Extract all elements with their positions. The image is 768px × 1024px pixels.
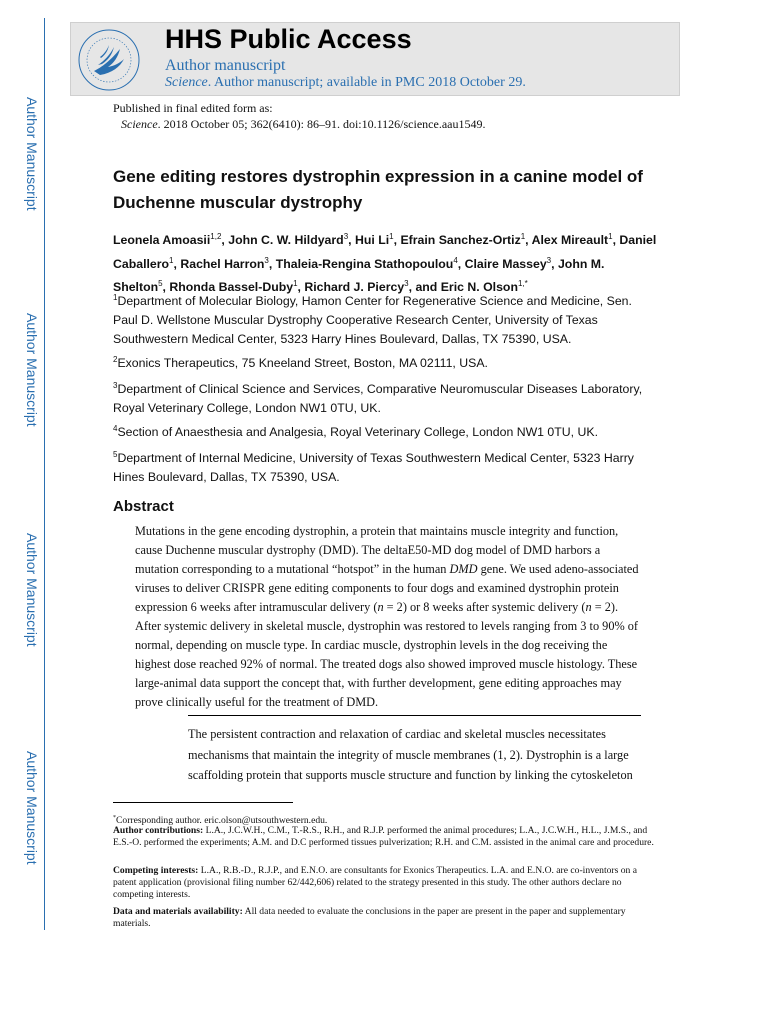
journal-name: Science xyxy=(121,117,158,131)
author-affiliation-mark: 3 xyxy=(546,255,552,265)
footnote-mark: * xyxy=(113,815,116,821)
hhs-eagle-logo-icon xyxy=(76,27,142,93)
author-affiliation-mark: 1,2 xyxy=(210,232,222,241)
author-manuscript-label: Author Manuscript xyxy=(24,751,40,865)
author-affiliation-mark: 5 xyxy=(158,279,163,289)
author-name: Leonela Amoasii xyxy=(113,233,211,248)
abstract-heading: Abstract xyxy=(113,498,174,515)
banner-title: HHS Public Access xyxy=(165,24,412,54)
footnote-text: Corresponding author. eric.olson@utsouthwestern.edu. xyxy=(116,815,328,827)
author-name: Daniel Caballero xyxy=(113,233,657,271)
author xyxy=(532,233,620,247)
competing-interests-note xyxy=(113,865,658,901)
author xyxy=(355,233,400,247)
sample-size-symbol: n xyxy=(377,600,384,614)
author-name: Thaleia-Rengina Stathopoulou xyxy=(275,256,454,271)
abstract-text: Mutations in the gene encoding dystrophin, a protein that maintains muscle integrity and function, cause Duchenne muscular dystrophy (DMD). The deltaE50-MD dog model of DMD harbors a mutation corresponding to a mutational “hotspot” in the human xyxy=(135,524,619,576)
author xyxy=(276,257,465,271)
affiliation-number: 5 xyxy=(113,450,118,459)
footnote-divider xyxy=(113,802,293,803)
data-availability-note xyxy=(113,906,658,930)
author-separator: , xyxy=(162,280,170,295)
author-affiliation-mark: 1 xyxy=(389,232,394,241)
author-name: John M. Shelton xyxy=(113,256,605,295)
abstract-text: = 2) or 8 weeks after systemic delivery ( xyxy=(383,600,586,614)
footnote-text: L.A., J.C.W.H., C.M., T.-R.S., R.H., and R.J.P. performed the animal procedures; L.A., J.C.W.H., H.L., J.M.S., and E.S.-O. performed the experiments; A.M. and D.C performed tissues pulverization; R.H. and C.M. assisted in the animal care and procedure. xyxy=(113,825,654,848)
article-title: Gene editing restores dystrophin expression in a canine model of Duchenne muscular dystrophy xyxy=(113,167,643,212)
affiliation-number: 3 xyxy=(113,381,118,390)
author-name: Eric N. Olson xyxy=(440,280,518,295)
author-name: Efrain Sanchez-Ortiz xyxy=(400,233,521,248)
intro-paragraph: The persistent contraction and relaxation of cardiac and skeletal muscles necessitates mechanisms that maintain the integrity of muscle membranes (1, 2). Dystrophin is a large scaffolding protein that supports muscle structure and function by linking the cytoskeleton xyxy=(188,727,633,782)
author-affiliation-mark: 3 xyxy=(264,255,269,265)
banner-subtitle: Author manuscript xyxy=(165,57,286,74)
footnote-label: Competing interests: xyxy=(113,865,199,876)
author xyxy=(465,257,558,271)
author-affiliation-mark: 1 xyxy=(293,279,298,289)
affiliation-number: 1 xyxy=(113,293,118,302)
author-name: Claire Massey xyxy=(464,256,547,271)
affiliation-text: Department of Clinical Science and Services, Comparative Neuromuscular Diseases Laboratory, Royal Veterinary College, London NW1 0TU, UK. xyxy=(113,382,643,416)
footnote-label: Author contributions: xyxy=(113,825,204,836)
affiliation xyxy=(113,419,658,442)
abstract-text: gene. We used adeno-associated viruses to deliver CRISPR gene editing components to four dogs and examined dystrophin protein expression 6 weeks after intramuscular delivery ( xyxy=(135,562,639,614)
author-affiliation-mark: 1 xyxy=(169,255,174,265)
abstract-body xyxy=(135,522,640,712)
author xyxy=(400,233,531,247)
margin-rule xyxy=(44,18,45,930)
author-separator: , xyxy=(457,256,465,271)
affiliation-text: Department of Internal Medicine, University of Texas Southwestern Medical Center, 5323 Harry Hines Boulevard, Dallas, TX 75390, USA. xyxy=(113,451,634,485)
affiliation-text: Section of Anaesthesia and Analgesia, Royal Veterinary College, London NW1 0TU, UK. xyxy=(117,425,598,440)
affiliation-text: Exonics Therapeutics, 75 Kneeland Street, Boston, MA 02111, USA. xyxy=(117,356,488,371)
author-separator: , xyxy=(297,280,305,295)
journal-name: Science xyxy=(165,75,208,90)
published-citation xyxy=(121,117,485,132)
author-name: John C. W. Hildyard xyxy=(228,233,344,248)
author-separator: , xyxy=(268,256,276,271)
author xyxy=(113,233,228,247)
author-manuscript-label: Author Manuscript xyxy=(24,97,40,211)
author-name: Richard J. Piercy xyxy=(304,280,405,295)
affiliation-text: Department of Molecular Biology, Hamon Center for Regenerative Science and Medicine, Sen. Paul D. Wellstone Muscular Dystrophy Cooperative Research Center, University of Texas Southwestern Medical Center, 5323 Harry Hines Boulevard, Dallas, TX 75390, USA. xyxy=(113,294,632,347)
availability-text: . Author manuscript; available in PMC 2018 October 29. xyxy=(207,75,526,90)
author xyxy=(228,233,355,247)
author xyxy=(180,257,275,271)
gene-name: DMD xyxy=(449,562,478,576)
author-manuscript-label: Author Manuscript xyxy=(24,313,40,427)
section-divider xyxy=(188,715,641,716)
affiliation xyxy=(113,376,658,418)
author-separator: , and xyxy=(408,280,441,295)
author-affiliation-mark: 1,* xyxy=(517,279,528,289)
citation-text: . 2018 October 05; 362(6410): 86–91. doi:10.1126/science.aau1549. xyxy=(157,117,486,131)
published-label: Published in final edited form as: xyxy=(113,101,273,115)
author-separator: , xyxy=(173,256,181,271)
author-separator: , xyxy=(525,233,532,248)
abstract-text: = 2). After systemic delivery in skeletal muscle, dystrophin was restored to levels ranging from 3 to 90% of normal, depending on muscle type. In cardiac muscle, dystrophin levels in the dog receiving the highest dose reached 92% of normal. The treated dogs also showed improved muscle histology. These large-animal data support the concept that, with further development, gene editing approaches may prove clinically useful for the treatment of DMD. xyxy=(135,600,639,709)
author-affiliation-mark: 1 xyxy=(608,232,613,241)
affiliation xyxy=(113,288,658,349)
author-name: Alex Mireault xyxy=(531,233,609,248)
author-affiliation-mark: 3 xyxy=(343,232,349,241)
author-separator: , xyxy=(221,233,229,248)
author-manuscript-label: Author Manuscript xyxy=(24,533,40,647)
footnote-text: L.A., R.B.-D., R.J.P., and E.N.O. are consultants for Exonics Therapeutics. L.A. and E.N.O. are co-inventors on a patent application (provisional filing number 62/442,606) related to the strategy presented in this study. The other authors declare no competing interests. xyxy=(113,865,638,900)
affiliation-number: 2 xyxy=(113,355,118,364)
author-separator: , xyxy=(348,233,355,248)
author-contributions-note xyxy=(113,825,658,849)
banner-availability xyxy=(165,75,526,91)
author-separator: , xyxy=(393,233,401,248)
footnote-text: All data needed to evaluate the conclusions in the paper are present in the paper and supplementary materials. xyxy=(113,906,626,929)
footnote-label: Data and materials availability: xyxy=(113,906,243,917)
author-name: Rhonda Bassel-Duby xyxy=(169,280,294,295)
author-affiliation-mark: 1 xyxy=(520,232,526,241)
affiliation xyxy=(113,350,658,373)
author-separator: , xyxy=(612,233,620,248)
author-affiliation-mark: 3 xyxy=(404,279,409,289)
author-separator: , xyxy=(551,256,558,271)
author-name: Rachel Harron xyxy=(180,256,265,271)
author-name: Hui Li xyxy=(355,233,390,248)
affiliation-number: 4 xyxy=(113,424,118,433)
author-affiliation-mark: 4 xyxy=(453,255,458,265)
sample-size-symbol: n xyxy=(585,600,592,614)
affiliation xyxy=(113,445,658,487)
